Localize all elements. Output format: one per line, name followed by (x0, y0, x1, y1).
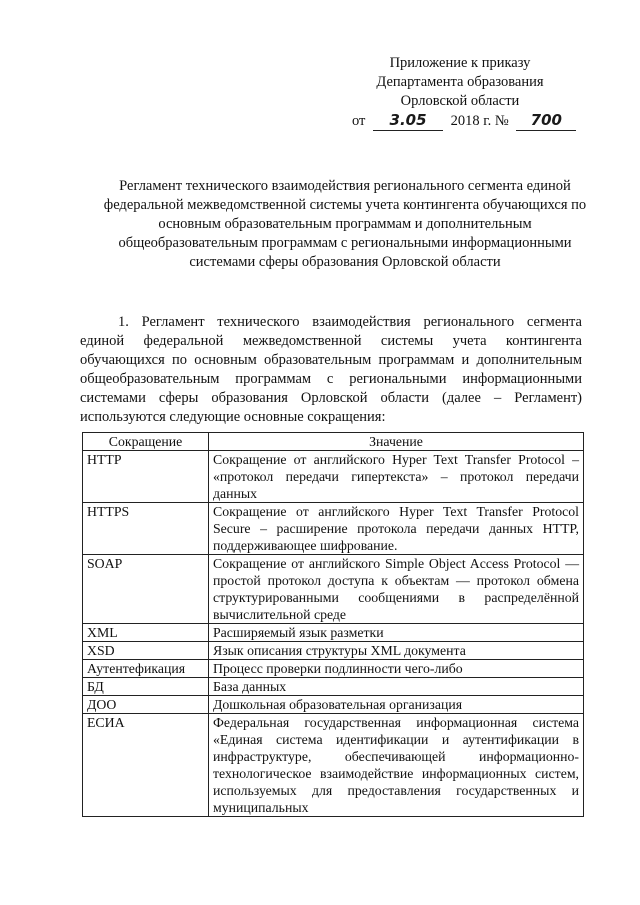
value-cell: Сокращение от английского Hyper Text Transfer Protocol – «протокол передачи гипертекста» – протокол передачи данных (209, 451, 584, 503)
table-row (83, 624, 584, 642)
abbr-cell: БД (83, 678, 209, 696)
table-header-row (83, 433, 584, 451)
order-from-label: от (352, 113, 366, 129)
abbr-cell: ЕСИА (83, 714, 209, 817)
appendix-header (330, 54, 590, 131)
abbr-cell: XSD (83, 642, 209, 660)
document-title: Регламент технического взаимодействия регионального сегмента единой федеральной межведомственной системы учета контингента обучающихся по основным образовательным программам и дополнительным общеобразовательным программам с региональными информационными системами сферы образования Орловской области (103, 178, 587, 270)
abbreviations-table (82, 432, 584, 817)
order-number-handwritten: 700 (516, 111, 576, 131)
value-cell: Процесс проверки подлинности чего-либо (209, 660, 584, 678)
table-row (83, 678, 584, 696)
abbr-cell: SOAP (83, 555, 209, 624)
abbr-cell: HTTPS (83, 503, 209, 555)
table-row (83, 696, 584, 714)
appendix-line-3: Орловской области (400, 93, 520, 109)
value-cell: Дошкольная образовательная организация (209, 696, 584, 714)
appendix-line-1: Приложение к приказу (389, 55, 531, 71)
table-row (83, 660, 584, 678)
abbr-cell: Аутентефикация (83, 660, 209, 678)
order-year-label: 2018 г. № (450, 113, 509, 129)
header-abbreviation: Сокращение (83, 433, 209, 451)
abbr-cell: ДОО (83, 696, 209, 714)
table-row (83, 642, 584, 660)
value-cell: Федеральная государственная информационная система «Единая система идентификации и аутентификации в инфраструктуре, обеспечивающей информационно-технологическое взаимодействие информационных систем, используемых для предоставления государственных и муниципальных (209, 714, 584, 817)
value-cell: Сокращение от английского Hyper Text Transfer Protocol Secure – расширение протокола передачи данных HTTP, поддерживающее шифрование. (209, 503, 584, 555)
table-row (83, 451, 584, 503)
order-line (330, 111, 590, 131)
appendix-line-2: Департамента образования (376, 74, 544, 90)
value-cell: Язык описания структуры XML документа (209, 642, 584, 660)
intro-paragraph: 1. Регламент технического взаимодействия регионального сегмента единой федеральной межведомственной системы учета контингента обучающихся по основным образовательным программам и дополнительным общеобразовательным программам с региональными информационными системами сферы образования Орловской области (далее – Регламент) используются следующие основные сокращения: (80, 314, 582, 425)
order-date-handwritten: 3.05 (373, 111, 443, 131)
value-cell: Сокращение от английского Simple Object Access Protocol — простой протокол доступа к объектам — протокол обмена структурированными сообщениями в распределённой вычислительной среде (209, 555, 584, 624)
header-meaning: Значение (209, 433, 584, 451)
abbr-cell: HTTP (83, 451, 209, 503)
value-cell: База данных (209, 678, 584, 696)
abbr-cell: XML (83, 624, 209, 642)
table-row (83, 714, 584, 817)
value-cell: Расширяемый язык разметки (209, 624, 584, 642)
table-row (83, 555, 584, 624)
table-row (83, 503, 584, 555)
